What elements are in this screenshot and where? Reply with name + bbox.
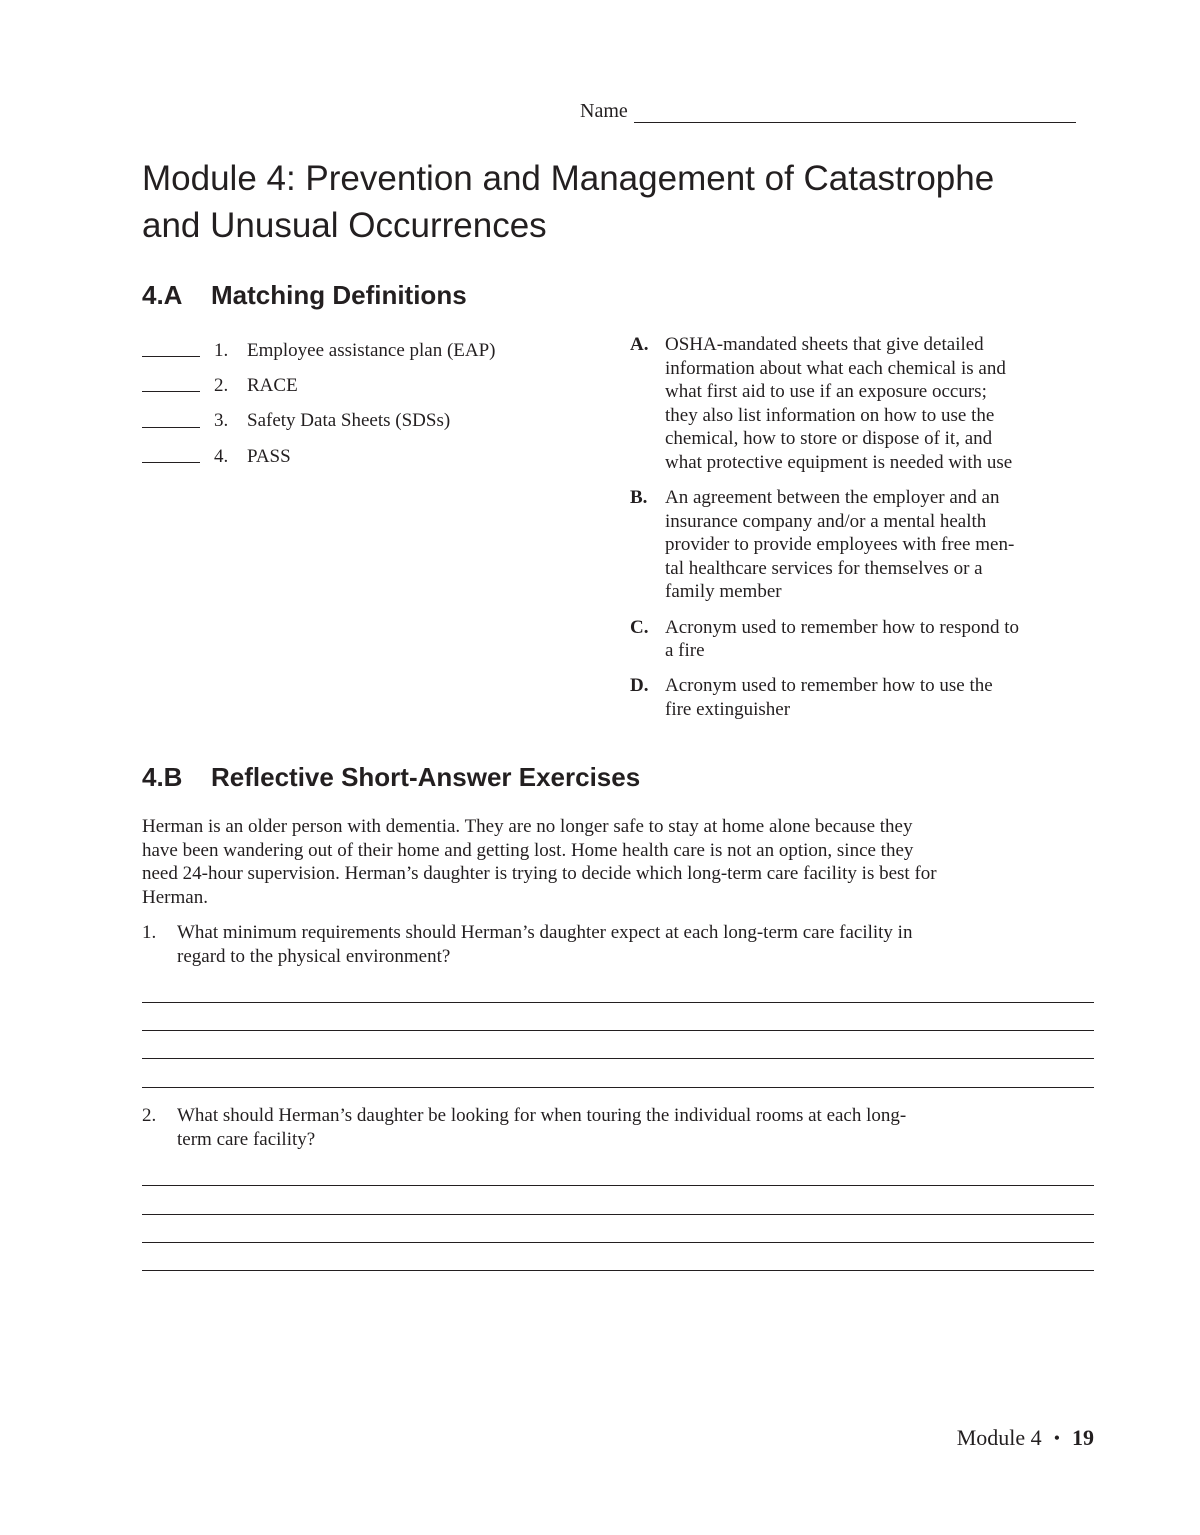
term-number: 1. [214, 339, 229, 361]
question-text [177, 921, 1097, 968]
answer-blank[interactable] [142, 450, 200, 463]
bullet-icon: • [1053, 1427, 1060, 1448]
definition-line: information about what each chemical is and [665, 357, 1006, 379]
answer-blank[interactable] [142, 379, 200, 392]
term-number: 2. [214, 374, 229, 396]
question-number: 2. [142, 1105, 157, 1126]
definition-text [665, 333, 1100, 475]
answer-line[interactable] [142, 1087, 1094, 1088]
list-item [142, 368, 496, 403]
answer-line[interactable] [142, 1058, 1094, 1059]
question-line: regard to the physical environment? [177, 945, 451, 967]
term-text: Employee assistance plan (EAP) [247, 339, 496, 361]
definition-c [630, 616, 1100, 663]
list-item [142, 439, 496, 474]
term-number: 4. [214, 445, 229, 467]
scenario-line: Herman. [142, 886, 208, 908]
answer-line[interactable] [142, 1214, 1094, 1215]
list-item [142, 333, 496, 368]
scenario-line: Herman is an older person with dementia. They are no longer safe to stay at home alone because they [142, 816, 913, 837]
definition-line: family member [665, 581, 782, 603]
matching-terms-list [142, 333, 496, 474]
section-b-number: 4.B [142, 762, 183, 792]
definition-a [630, 333, 1100, 475]
definition-d [630, 674, 1100, 721]
name-underline[interactable] [634, 104, 1076, 123]
name-field[interactable] [580, 100, 1076, 123]
question-line: What minimum requirements should Herman’s daughter expect at each long-term care facility in [177, 922, 913, 943]
definition-line: a fire [665, 640, 705, 662]
page-number: 19 [1072, 1425, 1094, 1450]
answer-line[interactable] [142, 1242, 1094, 1243]
name-label: Name [580, 100, 628, 122]
definition-line: tal healthcare services for themselves or a [665, 557, 983, 579]
definition-line: OSHA-mandated sheets that give detailed [665, 334, 984, 355]
definition-letter: D. [630, 675, 649, 697]
answer-blank[interactable] [142, 415, 200, 428]
definition-line: chemical, how to store or dispose of it, and [665, 428, 993, 450]
answer-blank[interactable] [142, 344, 200, 357]
definition-line: what first aid to use if an exposure occurs; [665, 381, 987, 403]
definition-letter: A. [630, 334, 649, 355]
question-2 [142, 1104, 1097, 1151]
definition-line: fire extinguisher [665, 698, 791, 720]
section-b-title: Reflective Short-Answer Exercises [211, 762, 641, 792]
definition-b [630, 486, 1100, 604]
question-line: What should Herman’s daughter be looking for when touring the individual rooms at each long- [177, 1105, 907, 1126]
definition-text [665, 674, 1100, 721]
answer-line[interactable] [142, 1270, 1094, 1271]
question-1 [142, 921, 1097, 968]
section-a-title: Matching Definitions [211, 280, 467, 310]
scenario-paragraph [142, 815, 1097, 909]
question-line: term care facility? [177, 1128, 316, 1150]
definition-text [665, 486, 1100, 604]
list-item [142, 404, 496, 439]
section-b-heading [142, 762, 640, 793]
definition-line: insurance company and/or a mental health [665, 510, 987, 532]
scenario-line: need 24-hour supervision. Herman’s daughter is trying to decide which long-term care facility is best for [142, 863, 937, 885]
page-footer [957, 1425, 1094, 1451]
definition-letter: B. [630, 487, 648, 509]
definition-line: An agreement between the employer and an [665, 487, 1000, 509]
answer-line[interactable] [142, 1002, 1094, 1003]
scenario-line: have been wandering out of their home and getting lost. Home health care is not an option, since they [142, 839, 914, 861]
definition-letter: C. [630, 616, 649, 638]
definition-text [665, 616, 1100, 663]
answer-line[interactable] [142, 1030, 1094, 1031]
answer-line[interactable] [142, 1185, 1094, 1186]
title-line-2: and Unusual Occurrences [142, 206, 547, 245]
term-text: RACE [247, 374, 298, 396]
definition-line: they also list information on how to use the [665, 404, 995, 426]
section-a-number: 4.A [142, 280, 183, 310]
definition-line: provider to provide employees with free men- [665, 534, 1015, 556]
section-a-heading [142, 280, 467, 311]
definition-line: what protective equipment is needed with use [665, 451, 1013, 473]
title-line-1: Module 4: Prevention and Management of Catastrophe [142, 159, 995, 198]
definition-line: Acronym used to remember how to use the [665, 675, 993, 697]
term-text: Safety Data Sheets (SDSs) [247, 410, 451, 432]
definitions-list [630, 333, 1100, 733]
term-text: PASS [247, 445, 291, 467]
term-number: 3. [214, 410, 229, 432]
footer-module: Module 4 [956, 1425, 1042, 1450]
definition-line: Acronym used to remember how to respond to [665, 616, 1020, 638]
question-number: 1. [142, 922, 157, 943]
question-text [177, 1104, 1097, 1151]
page-title [142, 155, 1102, 249]
